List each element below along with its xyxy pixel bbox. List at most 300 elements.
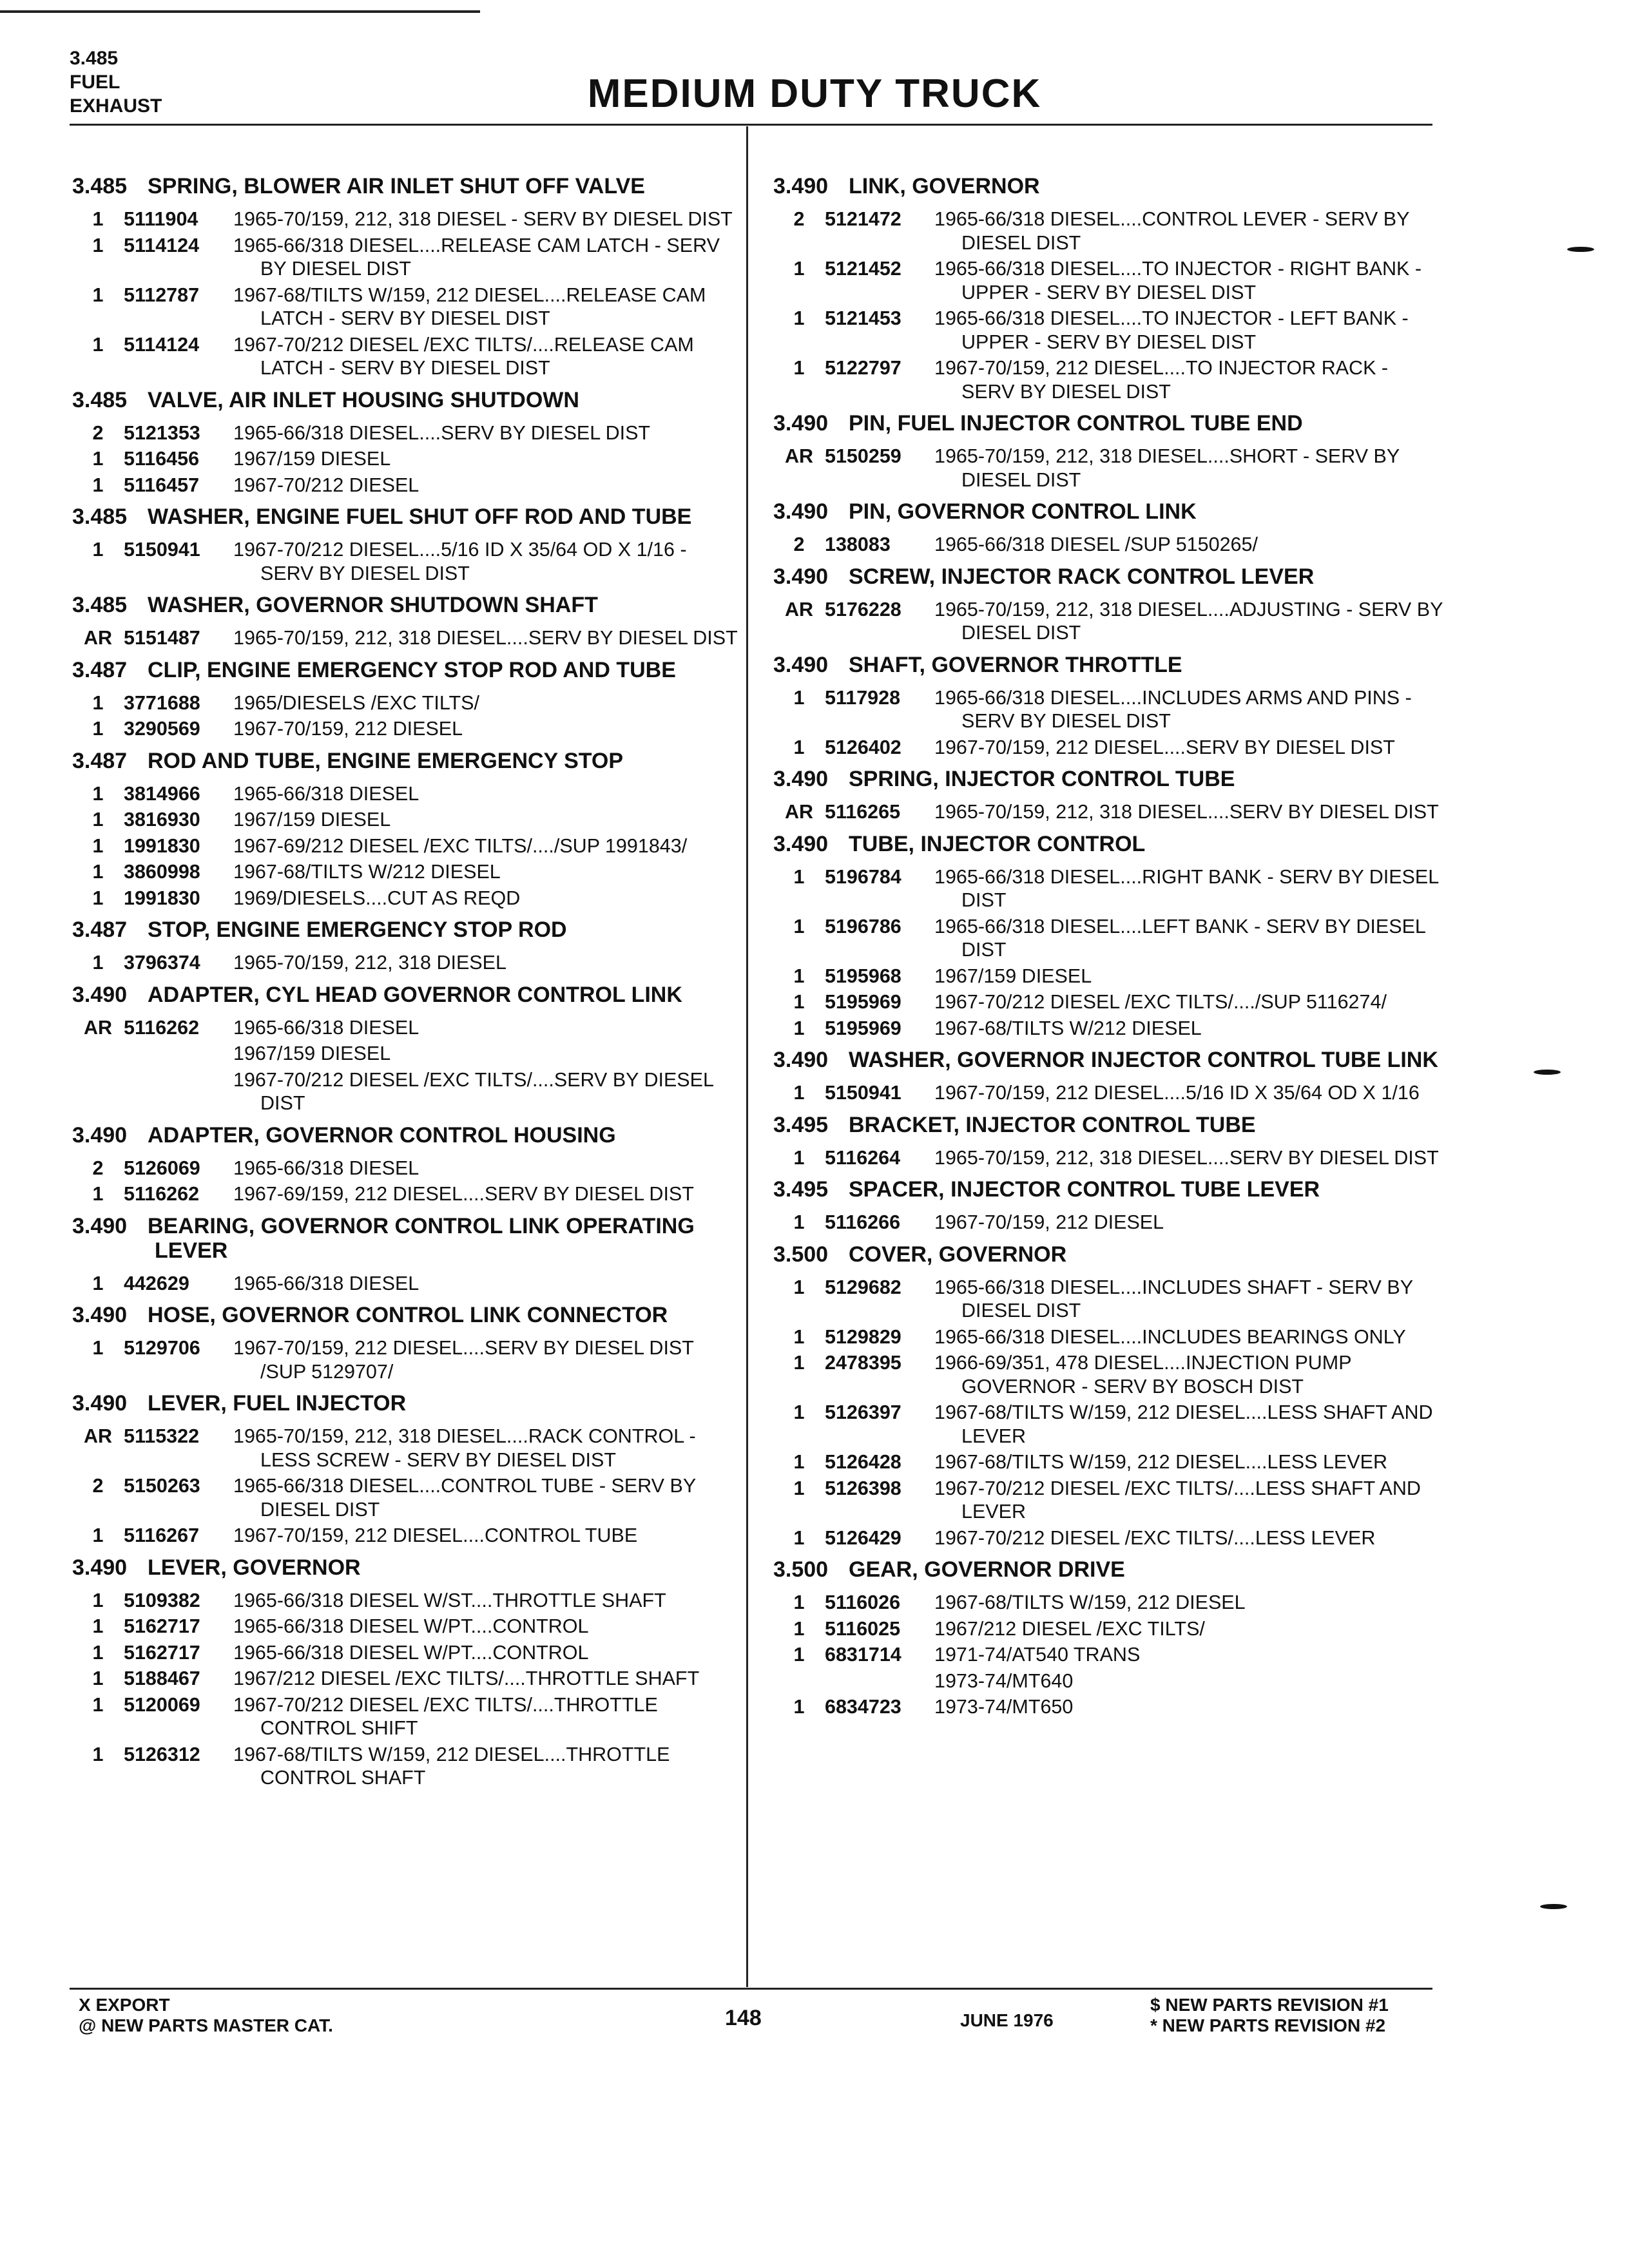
section-number: 3.490 xyxy=(72,1122,128,1148)
part-number xyxy=(124,1068,233,1115)
parts-list xyxy=(72,951,739,975)
part-row xyxy=(773,445,1443,492)
part-quantity: 1 xyxy=(793,1352,805,1374)
part-quantity: 1 xyxy=(793,1451,805,1473)
part-number: 3290569 xyxy=(124,718,200,740)
part-number: 3860998 xyxy=(124,861,200,883)
part-description: 1965-70/159, 212, 318 DIESEL - SERV BY DIESEL DIST xyxy=(233,208,733,230)
part-quantity: 1 xyxy=(92,887,104,909)
part-quantity: 1 xyxy=(92,1183,104,1205)
part-description: 1967-70/212 DIESEL /EXC TILTS/....SERV BY DIESEL DIST xyxy=(233,1068,713,1114)
part-number: 5150941 xyxy=(124,539,200,561)
part-row xyxy=(72,421,739,445)
part-description: 1965-66/318 DIESEL....CONTROL LEVER - SERV BY DIESEL DIST xyxy=(934,208,1409,254)
parts-section xyxy=(773,1048,1443,1105)
part-row xyxy=(72,1182,739,1206)
section-heading xyxy=(773,1113,1443,1137)
part-description: 1967-68/TILTS W/159, 212 DIESEL....THROTTLE CONTROL SHAFT xyxy=(233,1743,670,1789)
part-quantity: 1 xyxy=(793,1211,805,1233)
section-heading xyxy=(72,918,739,942)
part-row xyxy=(773,356,1443,403)
part-row xyxy=(773,1017,1443,1041)
part-number: 442629 xyxy=(124,1272,189,1294)
part-number: 5126398 xyxy=(825,1477,901,1499)
parts-section xyxy=(72,1214,739,1296)
part-row xyxy=(72,333,739,380)
part-number: 3814966 xyxy=(124,782,200,805)
section-title: PIN, GOVERNOR CONTROL LINK xyxy=(849,499,1197,524)
part-quantity: 1 xyxy=(92,861,104,883)
section-number: 3.495 xyxy=(773,1112,829,1137)
part-quantity: 1 xyxy=(92,1337,104,1359)
section-number: 3.487 xyxy=(72,918,128,942)
part-row xyxy=(773,865,1443,912)
footer-legend-right xyxy=(1150,1995,1389,2036)
section-heading xyxy=(773,767,1443,791)
section-title: WASHER, GOVERNOR INJECTOR CONTROL TUBE LINK xyxy=(849,1048,1438,1072)
part-quantity: 1 xyxy=(793,991,805,1013)
part-row xyxy=(773,257,1443,304)
part-description: 1965-66/318 DIESEL....SERV BY DIESEL DIST xyxy=(233,421,651,444)
section-heading xyxy=(72,388,739,412)
part-quantity: 1 xyxy=(793,1526,805,1549)
parts-list xyxy=(773,1591,1443,1719)
section-title: SPACER, INJECTOR CONTROL TUBE LEVER xyxy=(849,1177,1320,1202)
section-heading xyxy=(72,1391,739,1416)
part-quantity: 2 xyxy=(92,421,104,444)
section-title: LEVER, GOVERNOR xyxy=(148,1555,361,1580)
parts-section xyxy=(72,1123,739,1206)
part-number: 5162717 xyxy=(124,1641,200,1664)
section-title: SHAFT, GOVERNOR THROTTLE xyxy=(849,652,1182,677)
part-row xyxy=(773,1081,1443,1105)
part-quantity: 1 xyxy=(92,448,104,470)
part-number: 5195969 xyxy=(825,1017,901,1039)
parts-list xyxy=(773,598,1443,645)
margin-change-mark xyxy=(1534,1070,1561,1075)
part-row xyxy=(773,990,1443,1014)
section-number: 3.487 xyxy=(72,748,128,773)
part-number: 5150263 xyxy=(124,1475,200,1497)
part-number: 5115322 xyxy=(124,1425,200,1447)
parts-section xyxy=(773,411,1443,492)
part-description: 1973-74/MT650 xyxy=(934,1696,1074,1718)
part-number xyxy=(124,1042,233,1066)
part-row xyxy=(72,860,739,884)
part-description: 1965-70/159, 212, 318 DIESEL....ADJUSTING - SERV BY DIESEL DIST xyxy=(934,598,1443,644)
part-row xyxy=(72,1425,739,1472)
part-row xyxy=(773,207,1443,255)
section-heading xyxy=(773,411,1443,436)
part-description: 1967-70/159, 212 DIESEL....SERV BY DIESEL DIST /SUP 5129707/ xyxy=(233,1337,694,1383)
part-row xyxy=(72,234,739,281)
part-description: 1965-70/159, 212, 318 DIESEL....SERV BY DIESEL DIST xyxy=(934,801,1439,823)
part-description: 1965-66/318 DIESEL W/PT....CONTROL xyxy=(233,1641,589,1664)
parts-section xyxy=(72,983,739,1115)
part-number: 5116264 xyxy=(825,1146,901,1169)
section-title: SCREW, INJECTOR RACK CONTROL LEVER xyxy=(849,564,1315,589)
parts-list xyxy=(72,1336,739,1383)
part-quantity: 1 xyxy=(793,1017,805,1039)
part-number: 5129829 xyxy=(825,1325,901,1348)
section-title: LINK, GOVERNOR xyxy=(849,174,1040,198)
part-number: 5195968 xyxy=(825,965,901,987)
section-number: 3.490 xyxy=(72,982,128,1007)
part-description: 1967-68/TILTS W/212 DIESEL xyxy=(934,1017,1202,1039)
right-column xyxy=(773,166,1443,1725)
section-title: CLIP, ENGINE EMERGENCY STOP ROD AND TUBE xyxy=(148,657,676,682)
part-description: 1967-70/159, 212 DIESEL xyxy=(233,718,463,740)
part-number: 5162717 xyxy=(124,1615,200,1637)
part-row xyxy=(72,1615,739,1639)
part-description: 1967/159 DIESEL xyxy=(233,448,391,470)
part-number: 6834723 xyxy=(825,1696,901,1718)
part-description: 1967-68/TILTS W/159, 212 DIESEL....RELEASE CAM LATCH - SERV BY DIESEL DIST xyxy=(233,284,706,329)
part-number: 2478395 xyxy=(825,1352,901,1374)
part-row xyxy=(72,1157,739,1180)
part-description: 1967-70/212 DIESEL /EXC TILTS/....LESS SHAFT AND LEVER xyxy=(934,1477,1421,1523)
part-row xyxy=(773,1351,1443,1398)
part-quantity: AR xyxy=(784,801,814,823)
section-heading xyxy=(72,658,739,682)
part-row xyxy=(72,1042,739,1066)
section-number: 3.490 xyxy=(72,1555,128,1580)
parts-list xyxy=(773,1276,1443,1550)
part-row xyxy=(72,1474,739,1521)
section-heading xyxy=(773,174,1443,198)
part-quantity xyxy=(72,1042,124,1066)
margin-change-mark xyxy=(1540,1904,1567,1909)
part-description: 1965-66/318 DIESEL....INCLUDES ARMS AND PINS - SERV BY DIESEL DIST xyxy=(934,686,1412,732)
part-number: 5116266 xyxy=(825,1211,901,1233)
part-quantity: 2 xyxy=(92,1157,104,1179)
part-row xyxy=(72,474,739,497)
section-number: 3.490 xyxy=(773,831,829,856)
part-description: 1965-70/159, 212, 318 DIESEL....SERV BY DIESEL DIST xyxy=(934,1146,1439,1169)
part-number: 138083 xyxy=(825,533,891,555)
part-description: 1967-68/TILTS W/159, 212 DIESEL xyxy=(934,1591,1246,1613)
section-number: 3.490 xyxy=(773,411,829,436)
part-quantity: 1 xyxy=(92,539,104,561)
part-description: 1967-68/TILTS W/159, 212 DIESEL....LESS LEVER xyxy=(934,1451,1387,1473)
part-row xyxy=(773,686,1443,733)
part-number: 5126312 xyxy=(124,1743,200,1765)
section-title: BRACKET, INJECTOR CONTROL TUBE xyxy=(849,1112,1256,1137)
part-row xyxy=(72,717,739,741)
parts-list xyxy=(72,1157,739,1206)
section-number: 3.490 xyxy=(773,174,829,198)
part-description: 1967-68/TILTS W/212 DIESEL xyxy=(233,861,501,883)
part-row xyxy=(773,1276,1443,1323)
section-number: 3.490 xyxy=(773,499,829,524)
parts-section xyxy=(773,1242,1443,1550)
part-description: 1965-66/318 DIESEL W/ST....THROTTLE SHAFT xyxy=(233,1589,666,1611)
part-description: 1965-66/318 DIESEL....TO INJECTOR - LEFT BANK - UPPER - SERV BY DIESEL DIST xyxy=(934,307,1409,353)
parts-list xyxy=(72,538,739,585)
part-quantity: 1 xyxy=(92,208,104,230)
part-quantity: 2 xyxy=(793,533,805,555)
part-description: 1969/DIESELS....CUT AS REQD xyxy=(233,887,521,909)
part-description: 1965-70/159, 212, 318 DIESEL....RACK CONTROL - LESS SCREW - SERV BY DIESEL DIST xyxy=(233,1425,696,1471)
part-quantity: 1 xyxy=(793,1401,805,1423)
part-quantity: AR xyxy=(83,1016,113,1039)
part-number: 5126428 xyxy=(825,1451,901,1473)
part-quantity: AR xyxy=(784,598,814,620)
part-quantity: AR xyxy=(83,1425,113,1447)
section-heading xyxy=(72,1123,739,1148)
part-description: 1965-66/318 DIESEL W/PT....CONTROL xyxy=(233,1615,589,1637)
part-description: 1965-66/318 DIESEL....CONTROL TUBE - SERV BY DIESEL DIST xyxy=(233,1475,696,1521)
part-number: 5188467 xyxy=(124,1667,200,1689)
column-divider xyxy=(746,126,748,1987)
footer-legend-left xyxy=(79,1995,333,2036)
part-row xyxy=(72,626,739,650)
section-number: 3.490 xyxy=(773,564,829,589)
section-number: 3.490 xyxy=(773,652,829,677)
part-quantity: 1 xyxy=(92,1667,104,1689)
part-row xyxy=(773,533,1443,557)
parts-list xyxy=(72,207,739,380)
part-quantity: 1 xyxy=(92,1524,104,1546)
part-number: 5116025 xyxy=(825,1617,901,1640)
parts-list xyxy=(773,1081,1443,1105)
parts-section xyxy=(773,1177,1443,1235)
part-row xyxy=(72,951,739,975)
part-row xyxy=(773,736,1443,760)
margin-change-mark xyxy=(1567,247,1594,252)
part-quantity: 1 xyxy=(793,1591,805,1613)
part-number: 1991830 xyxy=(124,834,200,857)
part-quantity: 1 xyxy=(793,1644,805,1666)
footer-revision-2: * NEW PARTS REVISION #2 xyxy=(1150,2015,1386,2035)
header-section-number: 3.485 xyxy=(70,48,119,69)
page-title: MEDIUM DUTY TRUCK xyxy=(587,72,1042,116)
part-description: 1967-70/212 DIESEL /EXC TILTS/....THROTTLE CONTROL SHIFT xyxy=(233,1693,658,1739)
part-row xyxy=(773,1617,1443,1641)
section-title: ROD AND TUBE, ENGINE EMERGENCY STOP xyxy=(148,748,624,773)
part-description: 1965-70/159, 212, 318 DIESEL....SHORT - SERV BY DIESEL DIST xyxy=(934,445,1400,491)
part-row xyxy=(72,284,739,331)
part-number: 6831714 xyxy=(825,1644,901,1666)
part-quantity: 1 xyxy=(793,915,805,937)
top-edge-rule xyxy=(0,10,480,13)
section-number: 3.490 xyxy=(72,1213,128,1238)
part-row xyxy=(773,800,1443,824)
part-row xyxy=(72,1016,739,1040)
part-description: 1967-69/212 DIESEL /EXC TILTS/..../SUP 1991843/ xyxy=(233,834,688,857)
part-description: 1971-74/AT540 TRANS xyxy=(934,1644,1141,1666)
part-quantity: AR xyxy=(784,445,814,467)
part-row xyxy=(773,1450,1443,1474)
part-quantity: 1 xyxy=(793,1276,805,1298)
parts-list xyxy=(773,800,1443,824)
part-row xyxy=(773,1695,1443,1719)
part-number: 5116262 xyxy=(124,1183,200,1205)
parts-list xyxy=(72,1589,739,1790)
header-group-fuel: FUEL xyxy=(70,72,120,93)
part-row xyxy=(72,447,739,471)
part-description: 1965-66/318 DIESEL xyxy=(233,1272,419,1294)
parts-section xyxy=(72,388,739,497)
section-number: 3.485 xyxy=(72,593,128,617)
part-number: 5129682 xyxy=(825,1276,901,1298)
part-quantity: 2 xyxy=(793,208,805,230)
part-quantity: 1 xyxy=(92,1693,104,1716)
part-row xyxy=(773,598,1443,645)
section-heading xyxy=(773,1242,1443,1267)
left-column xyxy=(72,166,739,1796)
parts-list xyxy=(72,1425,739,1548)
part-row xyxy=(773,1401,1443,1448)
section-number: 3.487 xyxy=(72,657,128,682)
parts-section xyxy=(773,564,1443,645)
section-title: VALVE, AIR INLET HOUSING SHUTDOWN xyxy=(148,387,579,412)
part-quantity xyxy=(773,1669,825,1693)
part-row xyxy=(72,1667,739,1691)
parts-list xyxy=(72,626,739,650)
section-number: 3.490 xyxy=(773,767,829,791)
part-quantity: 1 xyxy=(92,952,104,974)
part-quantity: 1 xyxy=(92,1615,104,1637)
part-number: 5114124 xyxy=(124,333,200,356)
footer-revision-1: $ NEW PARTS REVISION #1 xyxy=(1150,1995,1389,2015)
part-description: 1967-70/212 DIESEL /EXC TILTS/..../SUP 5116274/ xyxy=(934,991,1387,1013)
part-row xyxy=(773,1526,1443,1550)
part-description: 1967/212 DIESEL /EXC TILTS/....THROTTLE SHAFT xyxy=(233,1667,700,1689)
section-heading xyxy=(773,653,1443,677)
part-number: 5126429 xyxy=(825,1526,901,1549)
part-number: 5195969 xyxy=(825,991,901,1013)
part-row xyxy=(72,782,739,806)
section-title: ADAPTER, CYL HEAD GOVERNOR CONTROL LINK xyxy=(148,982,682,1007)
publication-date: JUNE 1976 xyxy=(960,2010,1054,2030)
part-quantity: 1 xyxy=(92,1743,104,1765)
part-number: 5196786 xyxy=(825,915,901,937)
part-description: 1967-68/TILTS W/159, 212 DIESEL....LESS SHAFT AND LEVER xyxy=(934,1401,1433,1447)
part-number: 5116026 xyxy=(825,1591,901,1613)
part-description: 1965-66/318 DIESEL /SUP 5150265/ xyxy=(934,533,1258,555)
part-quantity: 1 xyxy=(793,1696,805,1718)
part-number: 5126402 xyxy=(825,736,901,758)
part-row xyxy=(773,1591,1443,1615)
part-row xyxy=(773,915,1443,962)
part-number: 5116267 xyxy=(124,1524,200,1546)
parts-section xyxy=(773,1113,1443,1170)
part-description: 1967-70/212 DIESEL....5/16 ID X 35/64 OD X 1/16 - SERV BY DIESEL DIST xyxy=(233,539,687,584)
parts-list xyxy=(72,421,739,497)
part-description: 1965-70/159, 212, 318 DIESEL....SERV BY DIESEL DIST xyxy=(233,627,738,649)
part-row xyxy=(72,207,739,231)
section-heading xyxy=(72,1214,739,1263)
section-number: 3.490 xyxy=(72,1391,128,1416)
part-row xyxy=(72,538,739,585)
section-heading xyxy=(773,832,1443,856)
part-number: 5116457 xyxy=(124,474,200,496)
parts-section xyxy=(72,658,739,741)
part-row xyxy=(72,691,739,715)
part-number: 5109382 xyxy=(124,1589,200,1611)
footer-rule xyxy=(70,1988,1432,1990)
parts-list xyxy=(72,1016,739,1115)
parts-section xyxy=(773,499,1443,557)
part-quantity: 1 xyxy=(793,736,805,758)
section-heading xyxy=(773,1048,1443,1072)
part-quantity: 1 xyxy=(92,1589,104,1611)
section-heading xyxy=(72,505,739,529)
part-quantity: 1 xyxy=(92,782,104,805)
part-description: 1967-70/159, 212 DIESEL xyxy=(934,1211,1164,1233)
parts-section xyxy=(773,767,1443,824)
part-row xyxy=(72,1641,739,1665)
part-quantity: 1 xyxy=(92,284,104,306)
part-quantity: 1 xyxy=(793,686,805,709)
part-number xyxy=(825,1669,934,1693)
part-number: 5151487 xyxy=(124,627,200,649)
part-number: 5121452 xyxy=(825,258,901,280)
part-quantity: 1 xyxy=(793,1082,805,1104)
part-description: 1965-66/318 DIESEL....RIGHT BANK - SERV BY DIESEL DIST xyxy=(934,865,1439,911)
part-description: 1967-70/159, 212 DIESEL....TO INJECTOR RACK - SERV BY DIESEL DIST xyxy=(934,357,1389,403)
part-quantity: 1 xyxy=(92,474,104,496)
parts-list xyxy=(72,691,739,741)
footer-master-cat-note: @ NEW PARTS MASTER CAT. xyxy=(79,2015,333,2035)
parts-list xyxy=(72,782,739,910)
part-row xyxy=(72,1589,739,1613)
section-heading xyxy=(72,983,739,1007)
part-description: 1967-70/212 DIESEL /EXC TILTS/....LESS LEVER xyxy=(934,1526,1376,1549)
part-row xyxy=(773,1669,1443,1693)
section-number: 3.485 xyxy=(72,174,128,198)
part-quantity: AR xyxy=(83,627,113,649)
section-title: SPRING, INJECTOR CONTROL TUBE xyxy=(849,767,1235,791)
part-quantity: 1 xyxy=(793,1477,805,1499)
parts-section xyxy=(773,1557,1443,1719)
part-description: 1965-70/159, 212, 318 DIESEL xyxy=(233,952,506,974)
parts-section xyxy=(72,749,739,910)
section-heading xyxy=(72,1555,739,1580)
parts-list xyxy=(773,207,1443,403)
section-title: PIN, FUEL INJECTOR CONTROL TUBE END xyxy=(849,411,1303,436)
section-title: STOP, ENGINE EMERGENCY STOP ROD xyxy=(148,918,567,942)
parts-list xyxy=(773,1211,1443,1235)
part-description: 1965-66/318 DIESEL xyxy=(233,1016,419,1039)
section-number: 3.490 xyxy=(773,1048,829,1072)
part-description: 1965-66/318 DIESEL....RELEASE CAM LATCH - SERV BY DIESEL DIST xyxy=(233,234,720,280)
part-description: 1967-69/159, 212 DIESEL....SERV BY DIESEL DIST xyxy=(233,1183,694,1205)
section-heading xyxy=(773,499,1443,524)
part-quantity: 1 xyxy=(92,234,104,256)
part-number: 5122797 xyxy=(825,357,901,379)
part-row xyxy=(72,1743,739,1790)
part-number: 5129706 xyxy=(124,1337,200,1359)
part-quantity: 1 xyxy=(92,691,104,714)
section-title: COVER, GOVERNOR xyxy=(849,1242,1067,1267)
part-number: 5126069 xyxy=(124,1157,200,1179)
parts-section xyxy=(72,1391,739,1548)
header-rule xyxy=(70,124,1432,126)
section-number: 3.485 xyxy=(72,505,128,529)
section-title: TUBE, INJECTOR CONTROL xyxy=(849,831,1146,856)
part-description: 1967-70/212 DIESEL /EXC TILTS/....RELEASE CAM LATCH - SERV BY DIESEL DIST xyxy=(233,333,694,379)
part-row xyxy=(773,307,1443,354)
part-description: 1965-66/318 DIESEL....TO INJECTOR - RIGHT BANK - UPPER - SERV BY DIESEL DIST xyxy=(934,258,1422,303)
parts-section xyxy=(72,174,739,380)
section-heading xyxy=(72,749,739,773)
section-heading xyxy=(72,593,739,617)
part-number: 5176228 xyxy=(825,598,901,620)
part-quantity: 1 xyxy=(92,1272,104,1294)
part-description: 1967/159 DIESEL xyxy=(233,1043,391,1064)
